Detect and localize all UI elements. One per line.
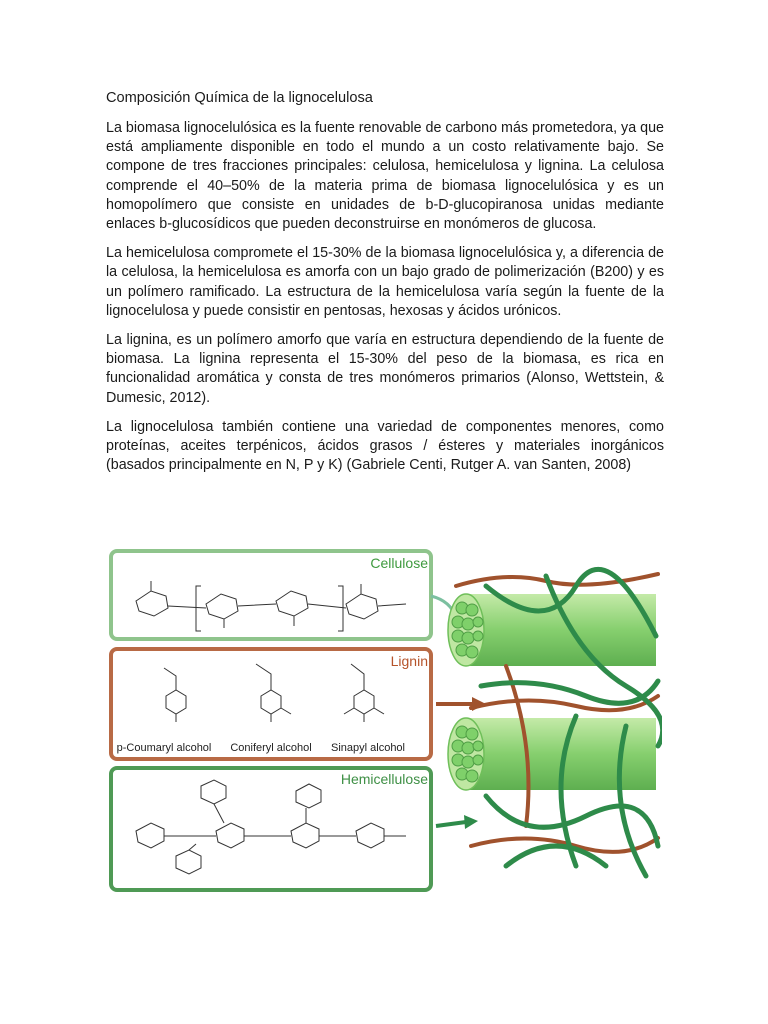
document-body (106, 88, 664, 485)
hemicellulose-panel (111, 768, 431, 890)
lignin-panel (111, 649, 431, 759)
cellulose-label: Cellulose (370, 555, 428, 571)
lignocellulose-diagram (106, 546, 662, 896)
lignin-label: Lignin (390, 653, 428, 669)
cellulose-panel (111, 551, 431, 639)
hemicellulose-label: Hemicellulose (340, 771, 428, 787)
lignin-monomer-1: p-Coumaryl alcohol (116, 742, 212, 754)
paragraph-2: La hemicelulosa compromete el 15-30% de la biomasa lignocelulósica y, a diferencia de la celulosa, la hemicelulosa es amorfa con un bajo grado de polimerización (B200) y es un polímero ramificado. La estructura de la hemicelulosa varía según la fuente de la lignocelulosa y puede consistir en pentosas, hexosas y ácidos urónicos. (106, 245, 664, 319)
paragraph-1: La biomasa lignocelulósica es la fuente renovable de carbono más prometedora, ya que está ampliamente disponible en todo el mundo a un costo relativamente bajo. Se compone de tres fracciones principales: celulosa, hemicelulosa y lignina. La celulosa comprende el 40–50% de la materia prima de biomasa lignocelulósica y es un homopolímero que consiste en unidades de b-D-glucopiranosa unidas mediante enlaces b-glucosídicos que pueden deconstruirse en monómeros de glucosa. (106, 120, 664, 233)
paragraph-4: La lignocelulosa también contiene una variedad de componentes menores, como proteínas, aceites terpénicos, ácidos grasos / ésteres y materiales inorgánicos (basados principalmente en N, P y K) (Gabriele Centi, Rutger A. van Santen, 2008) (106, 418, 664, 474)
lignin-monomer-3: Sinapyl alcohol (331, 742, 405, 754)
document-title: Composición Química de la lignocelulosa (106, 90, 373, 106)
lignin-monomer-2: Coniferyl alcohol (230, 742, 312, 754)
paragraph-3: La lignina, es un polímero amorfo que varía en estructura dependiendo de la fuente de biomasa. La lignina representa el 15-30% del peso de la biomasa, es rica en funcionalidad aromática y consta de tres monómeros primarios (Alonso, Wettstein, & Dumesic, 2012). (106, 332, 664, 406)
lignocellulose-figure (106, 546, 662, 896)
microfibril-bundle-upper (448, 594, 656, 666)
